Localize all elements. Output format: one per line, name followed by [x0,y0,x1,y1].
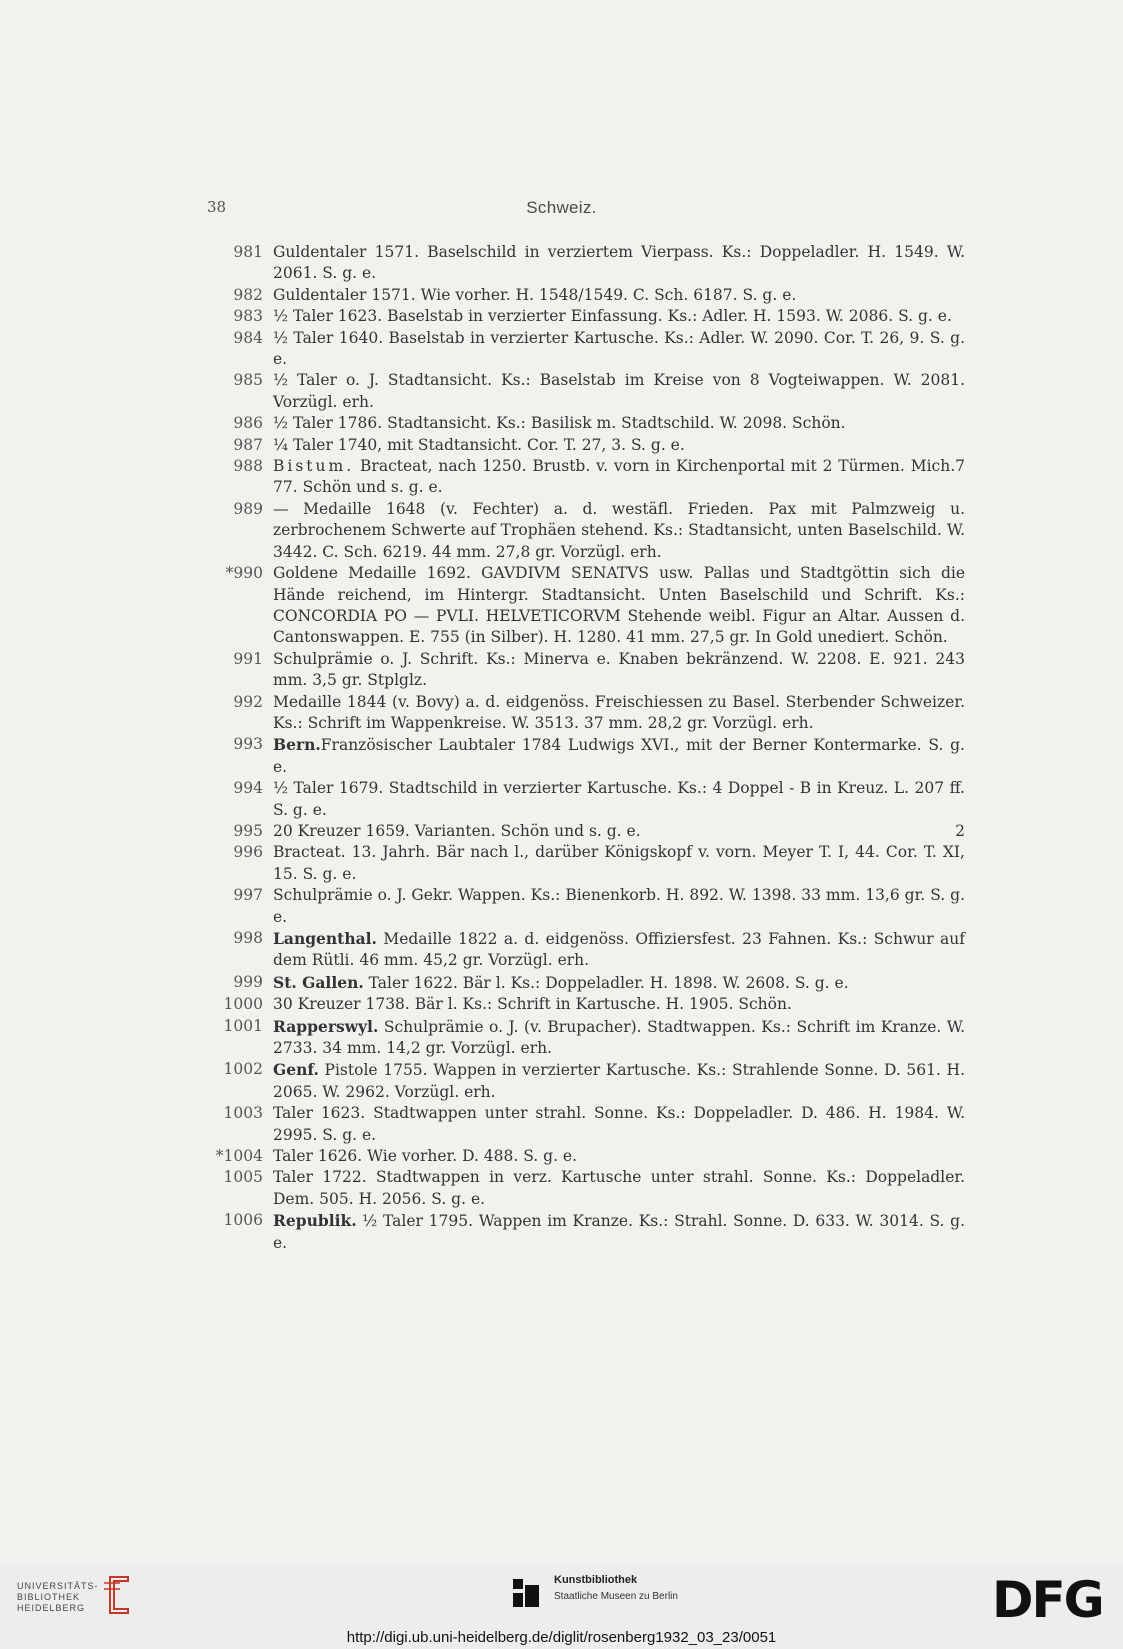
entry-number: 986 [233,414,263,433]
entry-description [273,456,965,499]
catalog-entry [205,328,965,371]
entry-description [273,885,965,928]
entry-number: 1006 [223,1211,263,1230]
catalog-entry [205,649,965,692]
catalog-entry [205,1146,965,1167]
catalog-entry [205,1016,965,1060]
entry-text: Bracteat. 13. Jahrh. Bär nach l., darüber Königskopf v. vorn. Meyer T. I, 44. Cor. T. XI, 15. S. g. e. [273,843,965,883]
entry-description [273,778,965,821]
entry-text: Pistole 1755. Wappen in verzierter Kartusche. Ks.: Strahlende Sonne. D. 561. H. 2065. W. 2962. Vorzügl. erh. [273,1061,965,1101]
catalog-entry [205,778,965,821]
entry-text: Guldentaler 1571. Wie vorher. H. 1548/1549. C. Sch. 6187. S. g. e. [273,285,797,304]
entry-text: ¼ Taler 1740, mit Stadtansicht. Cor. T. 27, 3. S. g. e. [273,435,685,454]
catalog-entry [205,413,965,434]
entry-text: Taler 1622. Bär l. Ks.: Doppeladler. H. 1898. W. 2608. S. g. e. [363,973,849,992]
catalog-entry [205,821,965,842]
entry-text: Schulprämie o. J. (v. Brupacher). Stadtwappen. Ks.: Schrift im Kranze. W. 2733. 34 mm. 14,2 gr. Vorzügl. erh. [273,1017,965,1058]
entry-price: 3 [955,649,965,668]
entry-text: Bracteat, nach 1250. Brustb. v. vorn in Kirchenportal mit 2 Türmen. Mich. 77. Schön und s. g. e. [273,457,956,497]
kunstbibliothek-title: Kunstbibliothek [554,1574,638,1586]
catalog-entry [205,885,965,928]
catalog-entry [205,1167,965,1210]
catalog-entry [205,306,965,327]
entry-number: 981 [233,243,263,261]
catalog-entry [205,1210,965,1254]
entry-number: 995 [233,821,263,840]
ub-line: BIBLIOTHEK [17,1592,81,1602]
entry-text: 20 Kreuzer 1659. Varianten. Schön und s. g. e. [273,821,641,840]
ub-heidelberg-label[interactable] [17,1581,99,1614]
entry-place-heading: Genf. [273,1060,319,1080]
catalog-entry [205,435,965,456]
entry-number: 1002 [223,1060,263,1079]
entry-text: Guldentaler 1571. Baselschild in verziertem Vierpass. Ks.: Doppeladler. H. 1549. W. 2061. S. g. e. [273,243,965,283]
entry-number: 984 [233,328,263,347]
entry-number: 988 [233,457,263,476]
ub-logo-icon[interactable] [100,1573,134,1617]
entry-number: 994 [233,779,263,798]
entry-description [273,328,965,371]
entry-description [273,1059,965,1103]
entry-text: ½ Taler 1623. Baselstab in verzierter Einfassung. Ks.: Adler. H. 1593. W. 2086. S. g. e. [273,307,952,326]
entry-description [273,1103,965,1146]
page-number: 38 [207,198,227,216]
page-header [0,198,1123,222]
entry-text: Schulprämie o. J. Gekr. Wappen. Ks.: Bienenkorb. H. 892. W. 1398. 33 mm. 13,6 gr. S. g. e. [273,886,965,926]
entry-place-heading: St. Gallen. [273,972,364,992]
entry-description [273,649,965,692]
catalog-entries [205,242,965,1254]
entry-description [273,821,965,842]
entry-text: Medaille 1822 a. d. eidgenöss. Offiziersfest. 23 Fahnen. Ks.: Schwur auf dem Rütli. 46 mm. 45,2 gr. Vorzügl. erh. [273,930,965,970]
kunstbibliothek-subtitle: Staatliche Museen zu Berlin [554,1591,678,1602]
entry-place-heading: Bistum. [273,457,355,476]
catalog-entry [205,928,965,972]
entry-description [273,435,965,456]
entry-text: Taler 1623. Stadtwappen unter strahl. Sonne. Ks.: Doppeladler. D. 486. H. 1984. W. 2995. S. g. e. [273,1104,965,1144]
entry-description [273,1210,965,1254]
footer-bar [0,1563,1123,1649]
entry-text: ½ Taler 1786. Stadtansicht. Ks.: Basilisk m. Stadtschild. W. 2098. Schön. [273,414,846,433]
entry-number: 1005 [223,1168,263,1187]
entry-text: ½ Taler 1640. Baselstab in verzierter Kartusche. Ks.: Adler. W. 2090. Cor. T. 26, 9. S. g. e. [273,328,965,369]
entry-number: 998 [233,929,263,947]
entry-text: Taler 1626. Wie vorher. D. 488. S. g. e. [273,1147,578,1166]
entry-text: 30 Kreuzer 1738. Bär l. Ks.: Schrift in Kartusche. H. 1905. Schön. [273,995,792,1014]
entry-number: *1004 [215,1147,263,1166]
entry-description [273,994,965,1015]
entry-number: 989 [233,499,263,518]
entry-description [273,928,965,972]
entry-text: Medaille 1844 (v. Bovy) a. d. eidgenöss. Freischiessen zu Basel. Sterbender Schweizer. Ks.: Schrift im Wappenkreise. W. 3513. 37 mm. 28,2 gr. Vorzügl. erh. [273,692,965,732]
entry-number: 983 [233,307,263,326]
catalog-entry [205,499,965,563]
entry-number: 997 [233,886,263,905]
entry-text: Schulprämie o. J. Schrift. Ks.: Minerva e. Knaben bekränzend. W. 2208. E. 921. 24 mm. 3,5 gr. Stplglz. [273,649,956,690]
entry-place-heading: Langenthal. [273,929,377,948]
entry-number: 992 [233,692,263,711]
entry-description [273,1167,965,1210]
entry-description [273,1016,965,1060]
entry-description [273,499,965,563]
catalog-entry [205,1103,965,1146]
entry-description [273,734,965,778]
entry-number: 996 [233,843,263,862]
catalog-entry [205,456,965,499]
catalog-entry [205,242,965,285]
entry-number: 1003 [223,1104,263,1123]
entry-text: Französischer Laubtaler 1784 Ludwigs XVI., mit der Berner Kontermarke. S. g. e. [273,736,965,776]
catalog-entry [205,1059,965,1103]
entry-description [273,692,965,735]
ub-line: UNIVERSITÄTS- [17,1581,99,1591]
permalink-url[interactable]: http://digi.ub.uni-heidelberg.de/diglit/rosenberg1932_03_23/0051 [346,1629,777,1646]
page-title: Schweiz. [526,198,597,217]
catalog-entry [205,370,965,413]
ub-line: HEIDELBERG [17,1603,86,1613]
entry-price: 2 [955,821,965,840]
catalog-entry [205,692,965,735]
entry-text: ½ Taler 1795. Wappen im Kranze. Ks.: Strahl. Sonne. D. 633. W. 3014. S. g. e. [273,1212,965,1252]
catalog-entry [205,994,965,1015]
entry-number: 982 [233,285,263,304]
catalog-entry [205,734,965,778]
entry-number: 991 [233,649,263,668]
entry-text: ½ Taler 1679. Stadtschild in verzierter Kartusche. Ks.: 4 Doppel - B in Kreuz. L. 207 ff. S. g. e. [273,779,965,819]
entry-number: 1001 [223,1016,263,1035]
entry-number: 1000 [223,995,263,1014]
kunstbibliothek-logo-icon[interactable] [513,1579,541,1609]
entry-description [273,413,965,434]
entry-place-heading: Bern. [273,735,321,755]
entry-number: 999 [233,972,263,991]
entry-text: — Medaille 1648 (v. Fechter) a. d. westäfl. Frieden. Pax mit Palmzweig u. zerbrochenem Schwerte auf Trophäen stehend. Ks.: Stadtansicht, unten Baselschild. W. 3442. C. Sch. 6219. 44 mm. 27,8 gr. Vorzügl. erh. [273,499,965,561]
catalog-entry [205,842,965,885]
entry-price: 7 [955,457,965,476]
entry-text: Goldene Medaille 1692. GAVDIVM SENATVS usw. Pallas und Stadtgöttin sich die Hände reichend, im Hintergr. Stadtansicht. Unten Baselschild und Schrift. Ks.: CONCORDIA PO — PVLI. HELVETICORVM Stehende weibl. Figur an Altar. Aussen d. Cantonswappen. E. 755 (in Silber). H. 1280. 41 mm. 27,5 gr. In Gold unediert. Schön. [273,564,965,647]
catalog-entry [205,563,965,649]
entry-text: Taler 1722. Stadtwappen in verz. Kartusche unter strahl. Sonne. Ks.: Doppeladler. Dem. 505. H. 2056. S. g. e. [273,1168,965,1208]
entry-description [273,370,965,413]
entry-number: 987 [233,435,263,454]
entry-description [273,306,965,327]
entry-description [273,242,965,285]
entry-description [273,842,965,885]
entry-number: *990 [225,564,263,583]
entry-text: ½ Taler o. J. Stadtansicht. Ks.: Baselstab im Kreise von 8 Vogteiwappen. W. 2081. Vorzügl. erh. [273,371,965,411]
entry-description [273,972,965,994]
entry-place-heading: Rapperswyl. [273,1016,379,1036]
entry-description [273,285,965,306]
entry-number: 985 [233,371,263,390]
catalog-entry [205,972,965,994]
entry-description [273,563,965,649]
dfg-logo[interactable]: DFG [992,1571,1103,1629]
entry-description [273,1146,965,1167]
entry-place-heading: Republik. [273,1211,357,1231]
catalog-entry [205,285,965,306]
entry-number: 993 [233,735,263,754]
